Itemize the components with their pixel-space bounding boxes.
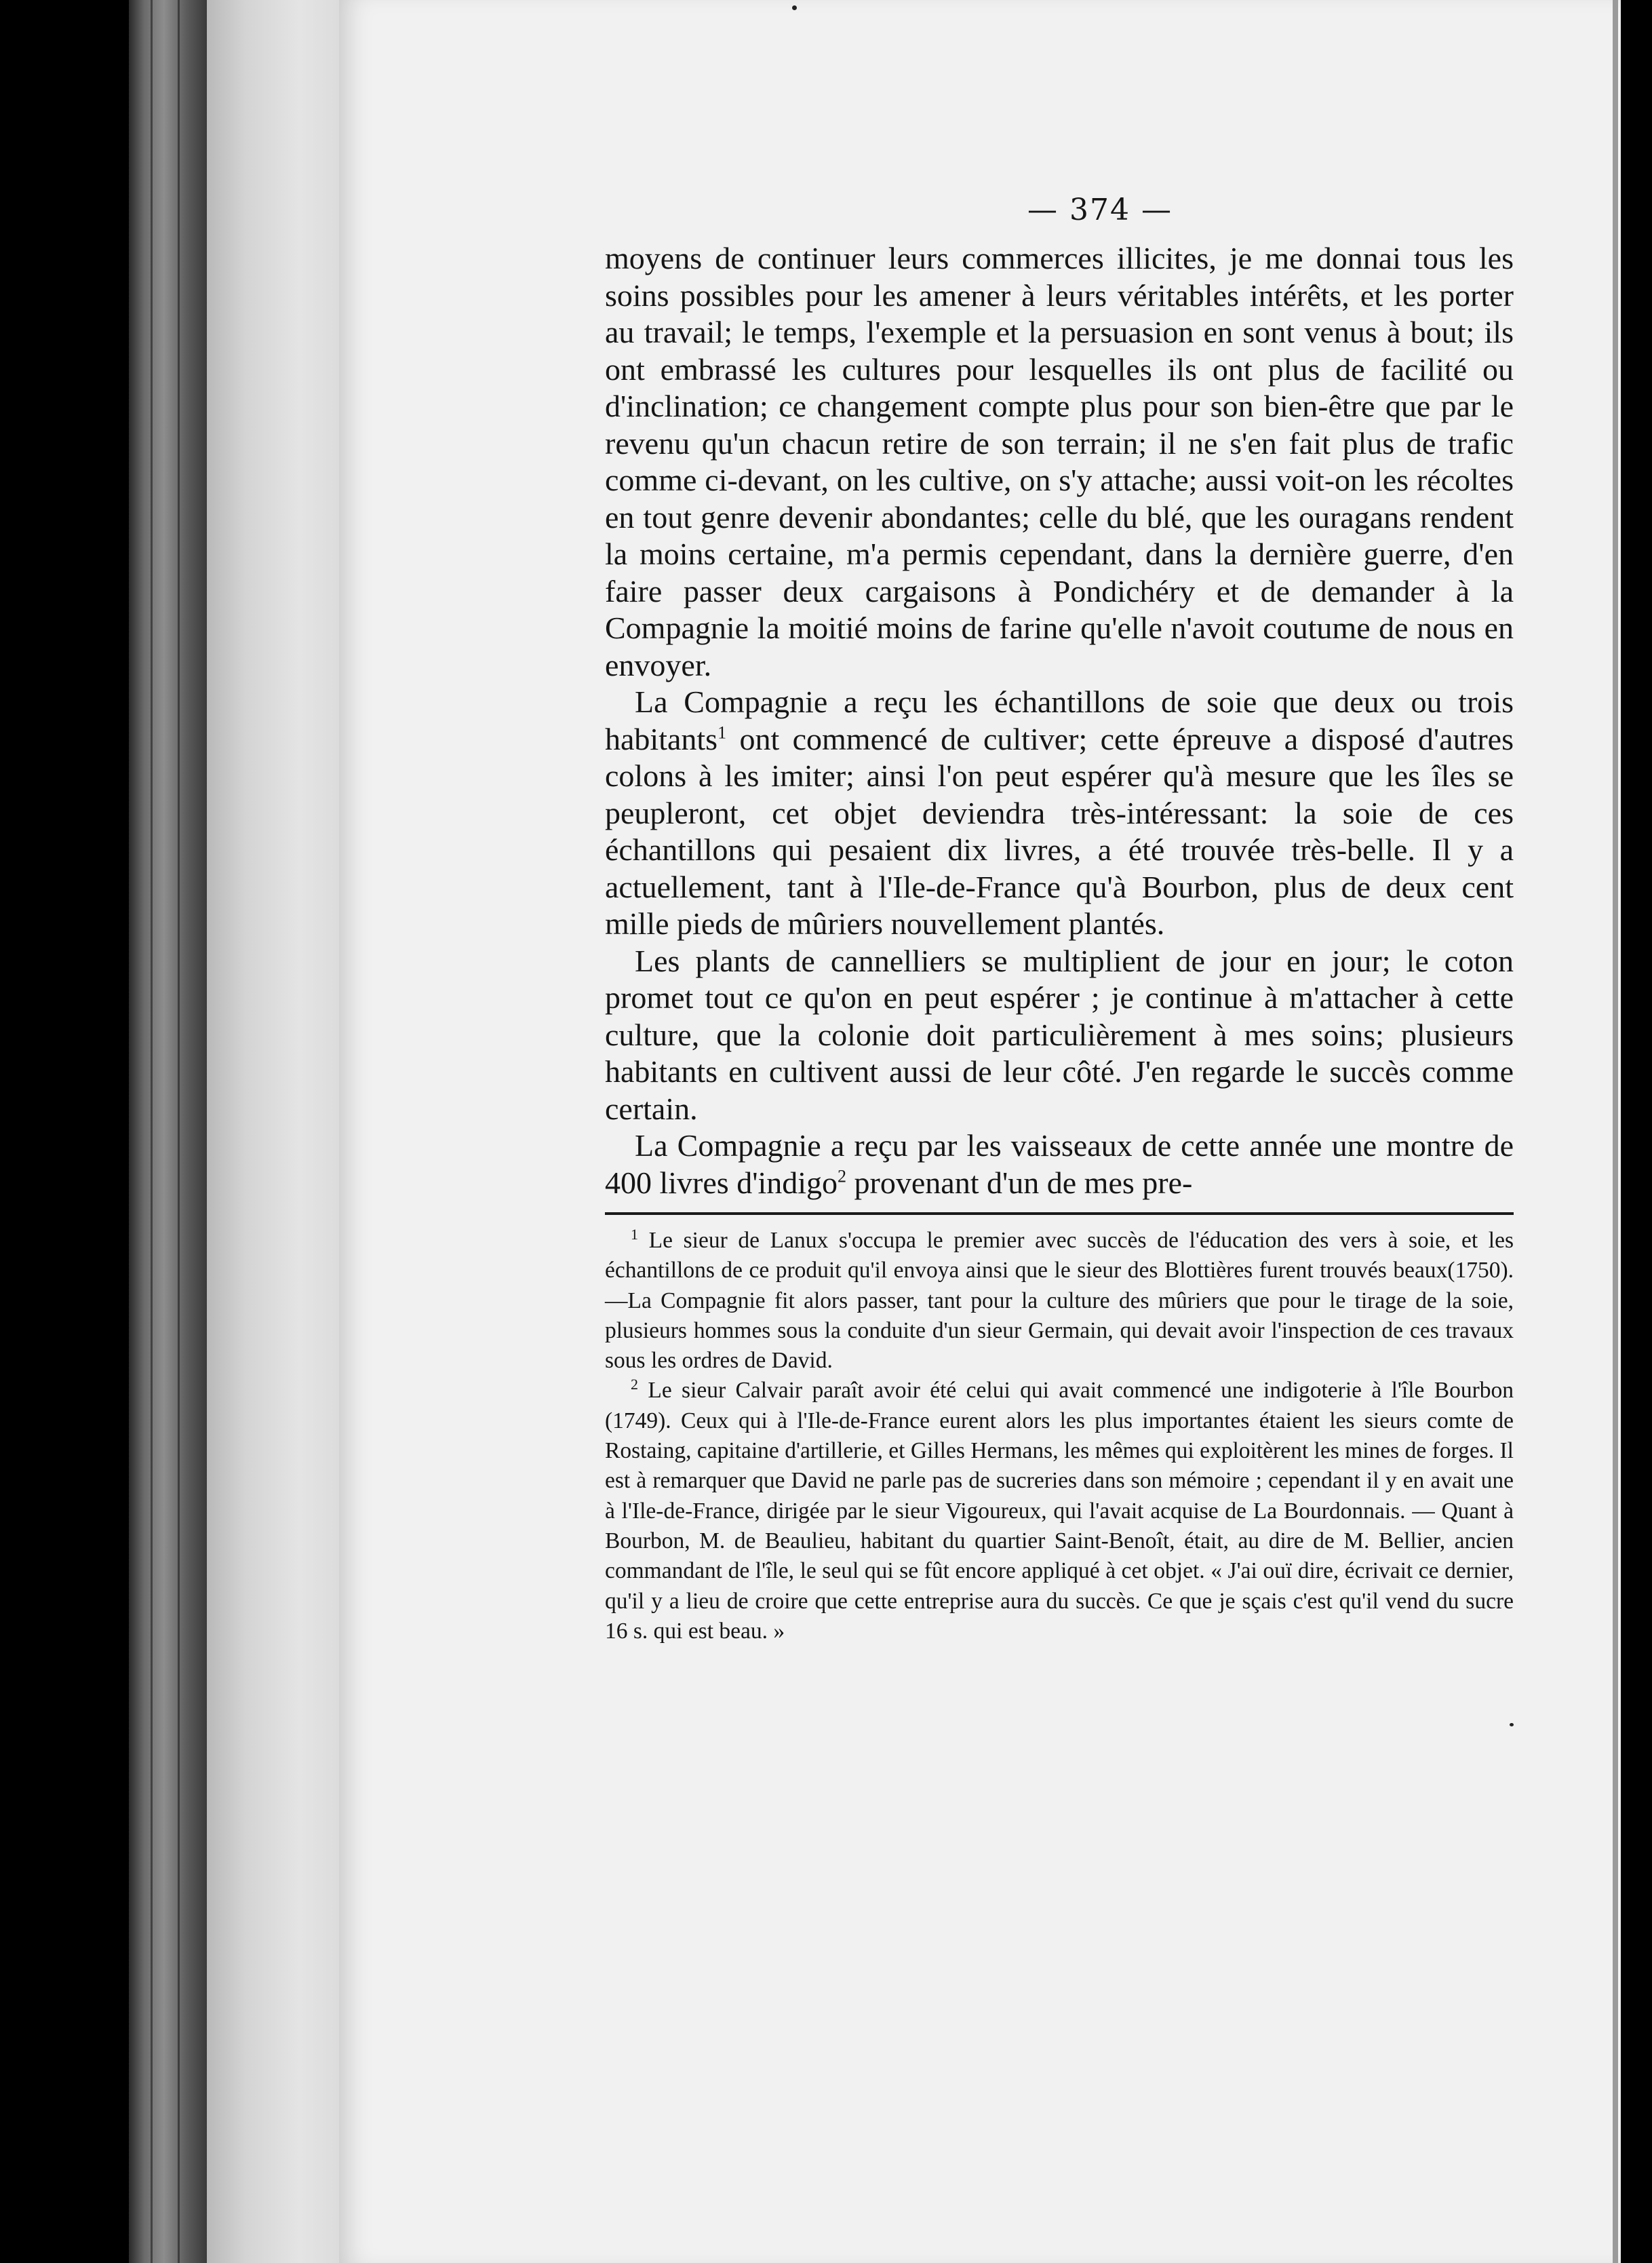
page-content (605, 183, 1514, 1646)
page-stack-edge (207, 0, 339, 2263)
footnote-rule (605, 1212, 1514, 1215)
footnote-ref[interactable]: 2 (838, 1166, 847, 1186)
footnote-ref[interactable]: 1 (717, 722, 727, 743)
ink-speck (1510, 1723, 1514, 1726)
footnotes (605, 1226, 1514, 1646)
book-spine (129, 0, 207, 2263)
footnote (605, 1376, 1514, 1646)
paragraph-indigo (605, 1127, 1514, 1201)
ink-speck (792, 5, 797, 10)
page-right-edge (1613, 0, 1618, 2263)
paragraph-continued: moyens de continuer leurs commerces illicites, je me donnai tous les soins possibles pour les amener à leurs véritables intérêts, et les porter au travail; le temps, l'exemple et la persuasion en sont venus à bout; ils ont embrassé les cultures pour lesquelles ils ont plus de facilité ou d'inclination; ce changement compte plus pour son bien-être que par le revenu qu'un chacun retire de son terrain; il ne s'en fait plus de trafic comme ci-devant, on les cultive, on s'y attache; aussi voit-on les récoltes en tout genre devenir abondantes; celle du blé, que les ouragans rendent la moins certaine, m'a permis cependant, dans la dernière guerre, d'en faire passer deux cargaisons à Pondichéry et de demander à la Compagnie la moitié moins de farine qu'elle n'avoit coutume de nous en envoyer. (605, 241, 1514, 682)
paragraph-text: provenant d'un de mes pre- (846, 1165, 1193, 1200)
footnote-text: Le sieur Calvair paraît avoir été celui qui avait commencé une indigoterie à l'île Bourbon (1749). Ceux qui à l'Ile-de-France eurent alors les plus importantes étaient les sieurs comte de Rostaing, capitaine d'artillerie, et Gilles Hermans, les mêmes qui exploitèrent les mines de forges. Il est à remarquer que David ne parle pas de sucreries dans son mémoire ; cependant il y en avait une à l'Ile-de-France, dirigée par le sieur Vigoureux, qui l'avait acquise de La Bourdonnais. — Quant à Bourbon, M. de Beaulieu, habitant du quartier Saint-Benoît, était, au dire de M. Bellier, ancien commandant de l'île, le seul qui se fût encore appliqué à cet objet. « J'ai ouï dire, écrivait ce dernier, qu'il y a lieu de croire que cette entreprise aura du succès. Ce que je sçais c'est qu'il vend du sucre 16 s. qui est beau. » (605, 1378, 1514, 1644)
footnote-mark: 2 (631, 1376, 638, 1393)
page-number: — 374 — (1027, 193, 1173, 227)
paragraph-text: La Compagnie a reçu par les vaisseaux de cette année une montre de 400 livres d'indigo (605, 1128, 1514, 1200)
paragraph-text: La Compagnie a reçu les échantillons de soie que deux ou trois habitants (605, 684, 1514, 756)
spine-crease (178, 0, 180, 2263)
footnote (605, 1226, 1514, 1376)
body-text (605, 240, 1514, 1201)
paragraph-silk (605, 684, 1514, 943)
footnote-text: Le sieur de Lanux s'occupa le premier avec succès de l'éducation des vers à soie, et les échantillons de ce produit qu'il envoya ainsi que le sieur des Blottières furent trouvés beaux(1750).—La Compagnie fit alors passer, tant pour la culture des mûriers que pour le tirage de la soie, plusieurs hommes sous la conduite d'un sieur Germain, qui devait avoir l'inspection de ces travaux sous les ordres de David. (605, 1228, 1514, 1374)
paragraph-text: ont commencé de cultiver; cette épreuve a disposé d'autres colons à les imiter; ainsi l'on peut espérer qu'à mesure que les îles se peupleront, cet objet deviendra très-intéressant: la soie de ces échantillons qui pesaient dix livres, a été trouvée très-belle. Il y a actuellement, tant à l'Ile-de-France qu'à Bourbon, plus de deux cent mille pieds de mûriers nouvellement plantés. (605, 721, 1514, 941)
paragraph-cinnamon: Les plants de cannelliers se multiplient de jour en jour; le coton promet tout ce qu'on en peut espérer ; je continue à m'attacher à cette culture, que la colonie doit particulièrement à mes soins; plusieurs habitants en cultivent aussi de leur côté. J'en regarde le succès comme certain. (605, 943, 1514, 1126)
footnote-mark: 1 (631, 1225, 638, 1243)
spine-crease (151, 0, 153, 2263)
